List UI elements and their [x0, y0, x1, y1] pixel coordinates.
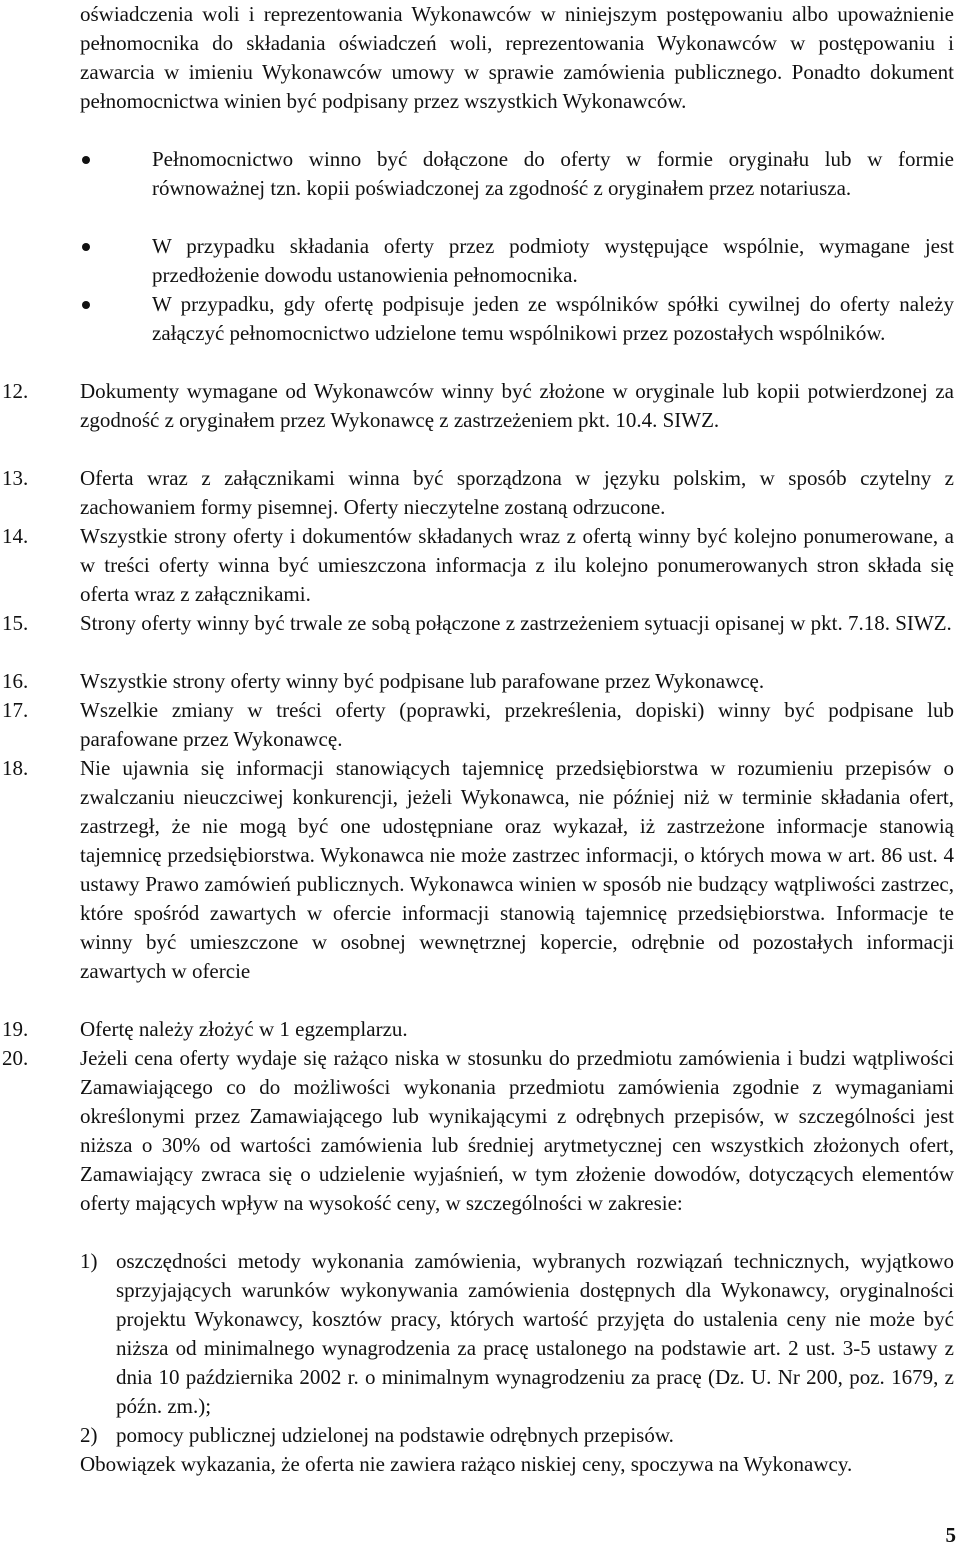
list-item-text: Dokumenty wymagane od Wykonawców winny być złożone w oryginale lub kopii potwierdzonej za zgodność z oryginałem przez Wykonawcę z zastrzeżeniem pkt. 10.4. SIWZ.: [80, 379, 954, 432]
list-item-13: [0, 464, 960, 522]
bullet-item: Pełnomocnictwo winno być dołączone do oferty w formie oryginału lub w formie równoważnej tzn. kopii poświadczonej za zgodność z oryginałem przez notariusza.: [0, 145, 960, 203]
list-item-number: 17.: [2, 698, 29, 722]
bullet-item: W przypadku składania oferty przez podmioty występujące wspólnie, wymagane jest przedłożenie dowodu ustanowienia pełnomocnika.: [0, 232, 960, 290]
list-item-text: Oferta wraz z załącznikami winna być sporządzona w języku polskim, w sposób czytelny z zachowaniem formy pisemnej. Oferty nieczytelne zostaną odrzucone.: [80, 466, 954, 519]
list-item-17: [0, 696, 960, 754]
bullet-icon: [82, 156, 90, 164]
list-item-number: 16.: [2, 669, 29, 693]
list-item-text: Wszystkie strony oferty winny być podpisane lub parafowane przez Wykonawcę.: [80, 669, 765, 693]
list-item-text: Nie ujawnia się informacji stanowiących tajemnicę przedsiębiorstwa w rozumieniu przepisów o zwalczaniu nieuczciwej konkurencji, jeżeli Wykonawca, nie później niż w terminie składania ofert, zastrzegł, że nie mogą być one udostępniane oraz wykazał, iż zastrzeżone informacje stanowią tajemnicę przedsiębiorstwa. Wykonawca nie może zastrzec informacji, o których mowa w art. 86 ust. 4 ustawy Prawo zamówień publicznych. Wykonawca winien w sposób nie budzący wątpliwości zastrzec, które spośród zawartych w ofercie informacji stanowią tajemnicę przedsiębiorstwa. Informacje te winny być umieszczone w osobnej wewnętrznej kopercie, odrębnie od pozostałych informacji zawartych w ofercie: [80, 756, 954, 983]
bullet-item: W przypadku, gdy ofertę podpisuje jeden ze wspólników spółki cywilnej do oferty należy załączyć pełnomocnictwo udzielone temu wspólnikowi przez pozostałych wspólników.: [0, 290, 960, 348]
sub-list-item-number: 1): [80, 1249, 98, 1273]
list-item-number: 20.: [2, 1046, 29, 1070]
list-item-number: 18.: [2, 756, 29, 780]
list-item-18: [0, 754, 960, 986]
list-item-15: [0, 609, 960, 638]
bullet-icon: [82, 243, 90, 251]
list-item-number: 15.: [2, 611, 29, 635]
page-number: 5: [945, 1523, 956, 1547]
sub-list-item-number: 2): [80, 1423, 98, 1447]
list-item-text: Wszelkie zmiany w treści oferty (poprawki, przekreślenia, dopiski) winny być podpisane lub parafowane przez Wykonawcę.: [80, 698, 954, 751]
sub-list-item-text: pomocy publicznej udzielonej na podstawie odrębnych przepisów.: [116, 1423, 674, 1447]
sub-list-item-text: oszczędności metody wykonania zamówienia, wybranych rozwiązań technicznych, wyjątkowo sprzyjających warunków wykonywania zamówienia dostępnych dla Wykonawcy, oryginalności projektu Wykonawcy, kosztów pracy, których wartość przyjęta do ustalenia ceny nie może być niższa od minimalnego wynagrodzenia za pracę ustalonego na podstawie art. 2 ust. 3-5 ustawy z dnia 10 października 2002 r. o minimalnym wynagrodzeniu za pracę (Dz. U. Nr 200, poz. 1679, z późn. zm.);: [116, 1249, 954, 1418]
list-item-text: Ofertę należy złożyć w 1 egzemplarzu.: [80, 1017, 408, 1041]
list-item-text: Wszystkie strony oferty i dokumentów składanych wraz z ofertą winny być kolejno ponumerowane, a w treści oferty winna być umieszczona informacja z ilu kolejno ponumerowanych stron składa się oferta wraz z załącznikami.: [80, 524, 954, 606]
list-item-12: [0, 377, 960, 435]
list-item-number: 19.: [2, 1017, 29, 1041]
list-item-20: [0, 1044, 960, 1218]
list-item-text: Strony oferty winny być trwale ze sobą połączone z zastrzeżeniem sytuacji opisanej w pkt. 7.18. SIWZ.: [80, 611, 952, 635]
list-item-14: [0, 522, 960, 609]
list-item-16: [0, 667, 960, 696]
list-item-19: [0, 1015, 960, 1044]
sub-list-item-2: [0, 1421, 960, 1450]
continuation-paragraph: oświadczenia woli i reprezentowania Wykonawców w niniejszym postępowaniu albo upoważnienie pełnomocnika do składania oświadczeń woli, reprezentowania Wykonawców w postępowaniu i zawarcia w imieniu Wykonawców umowy w sprawie zamówienia publicznego. Ponadto dokument pełnomocnictwa winien być podpisany przez wszystkich Wykonawców.: [80, 2, 954, 113]
list-item-number: 12.: [2, 379, 29, 403]
closing-paragraph: Obowiązek wykazania, że oferta nie zawiera rażąco niskiej ceny, spoczywa na Wykonawcy.: [80, 1452, 853, 1476]
list-item-number: 14.: [2, 524, 29, 548]
sub-list-item-1: [0, 1247, 960, 1421]
list-item-text: Jeżeli cena oferty wydaje się rażąco niska w stosunku do przedmiotu zamówienia i budzi wątpliwości Zamawiającego co do możliwości wykonania przedmiotu zamówienia zgodnie z wymaganiami określonymi przez Zamawiającego lub wynikającymi z odrębnych przepisów, w szczególności jest niższa o 30% od wartości zamówienia lub średniej arytmetycznej cen wszystkich złożonych ofert, Zamawiający zwraca się o udzielenie wyjaśnień, w tym złożenie dowodów, dotyczących elementów oferty mających wpływ na wysokość ceny, w szczególności w zakresie:: [80, 1046, 954, 1215]
bullet-icon: [82, 301, 90, 309]
list-item-number: 13.: [2, 466, 29, 490]
